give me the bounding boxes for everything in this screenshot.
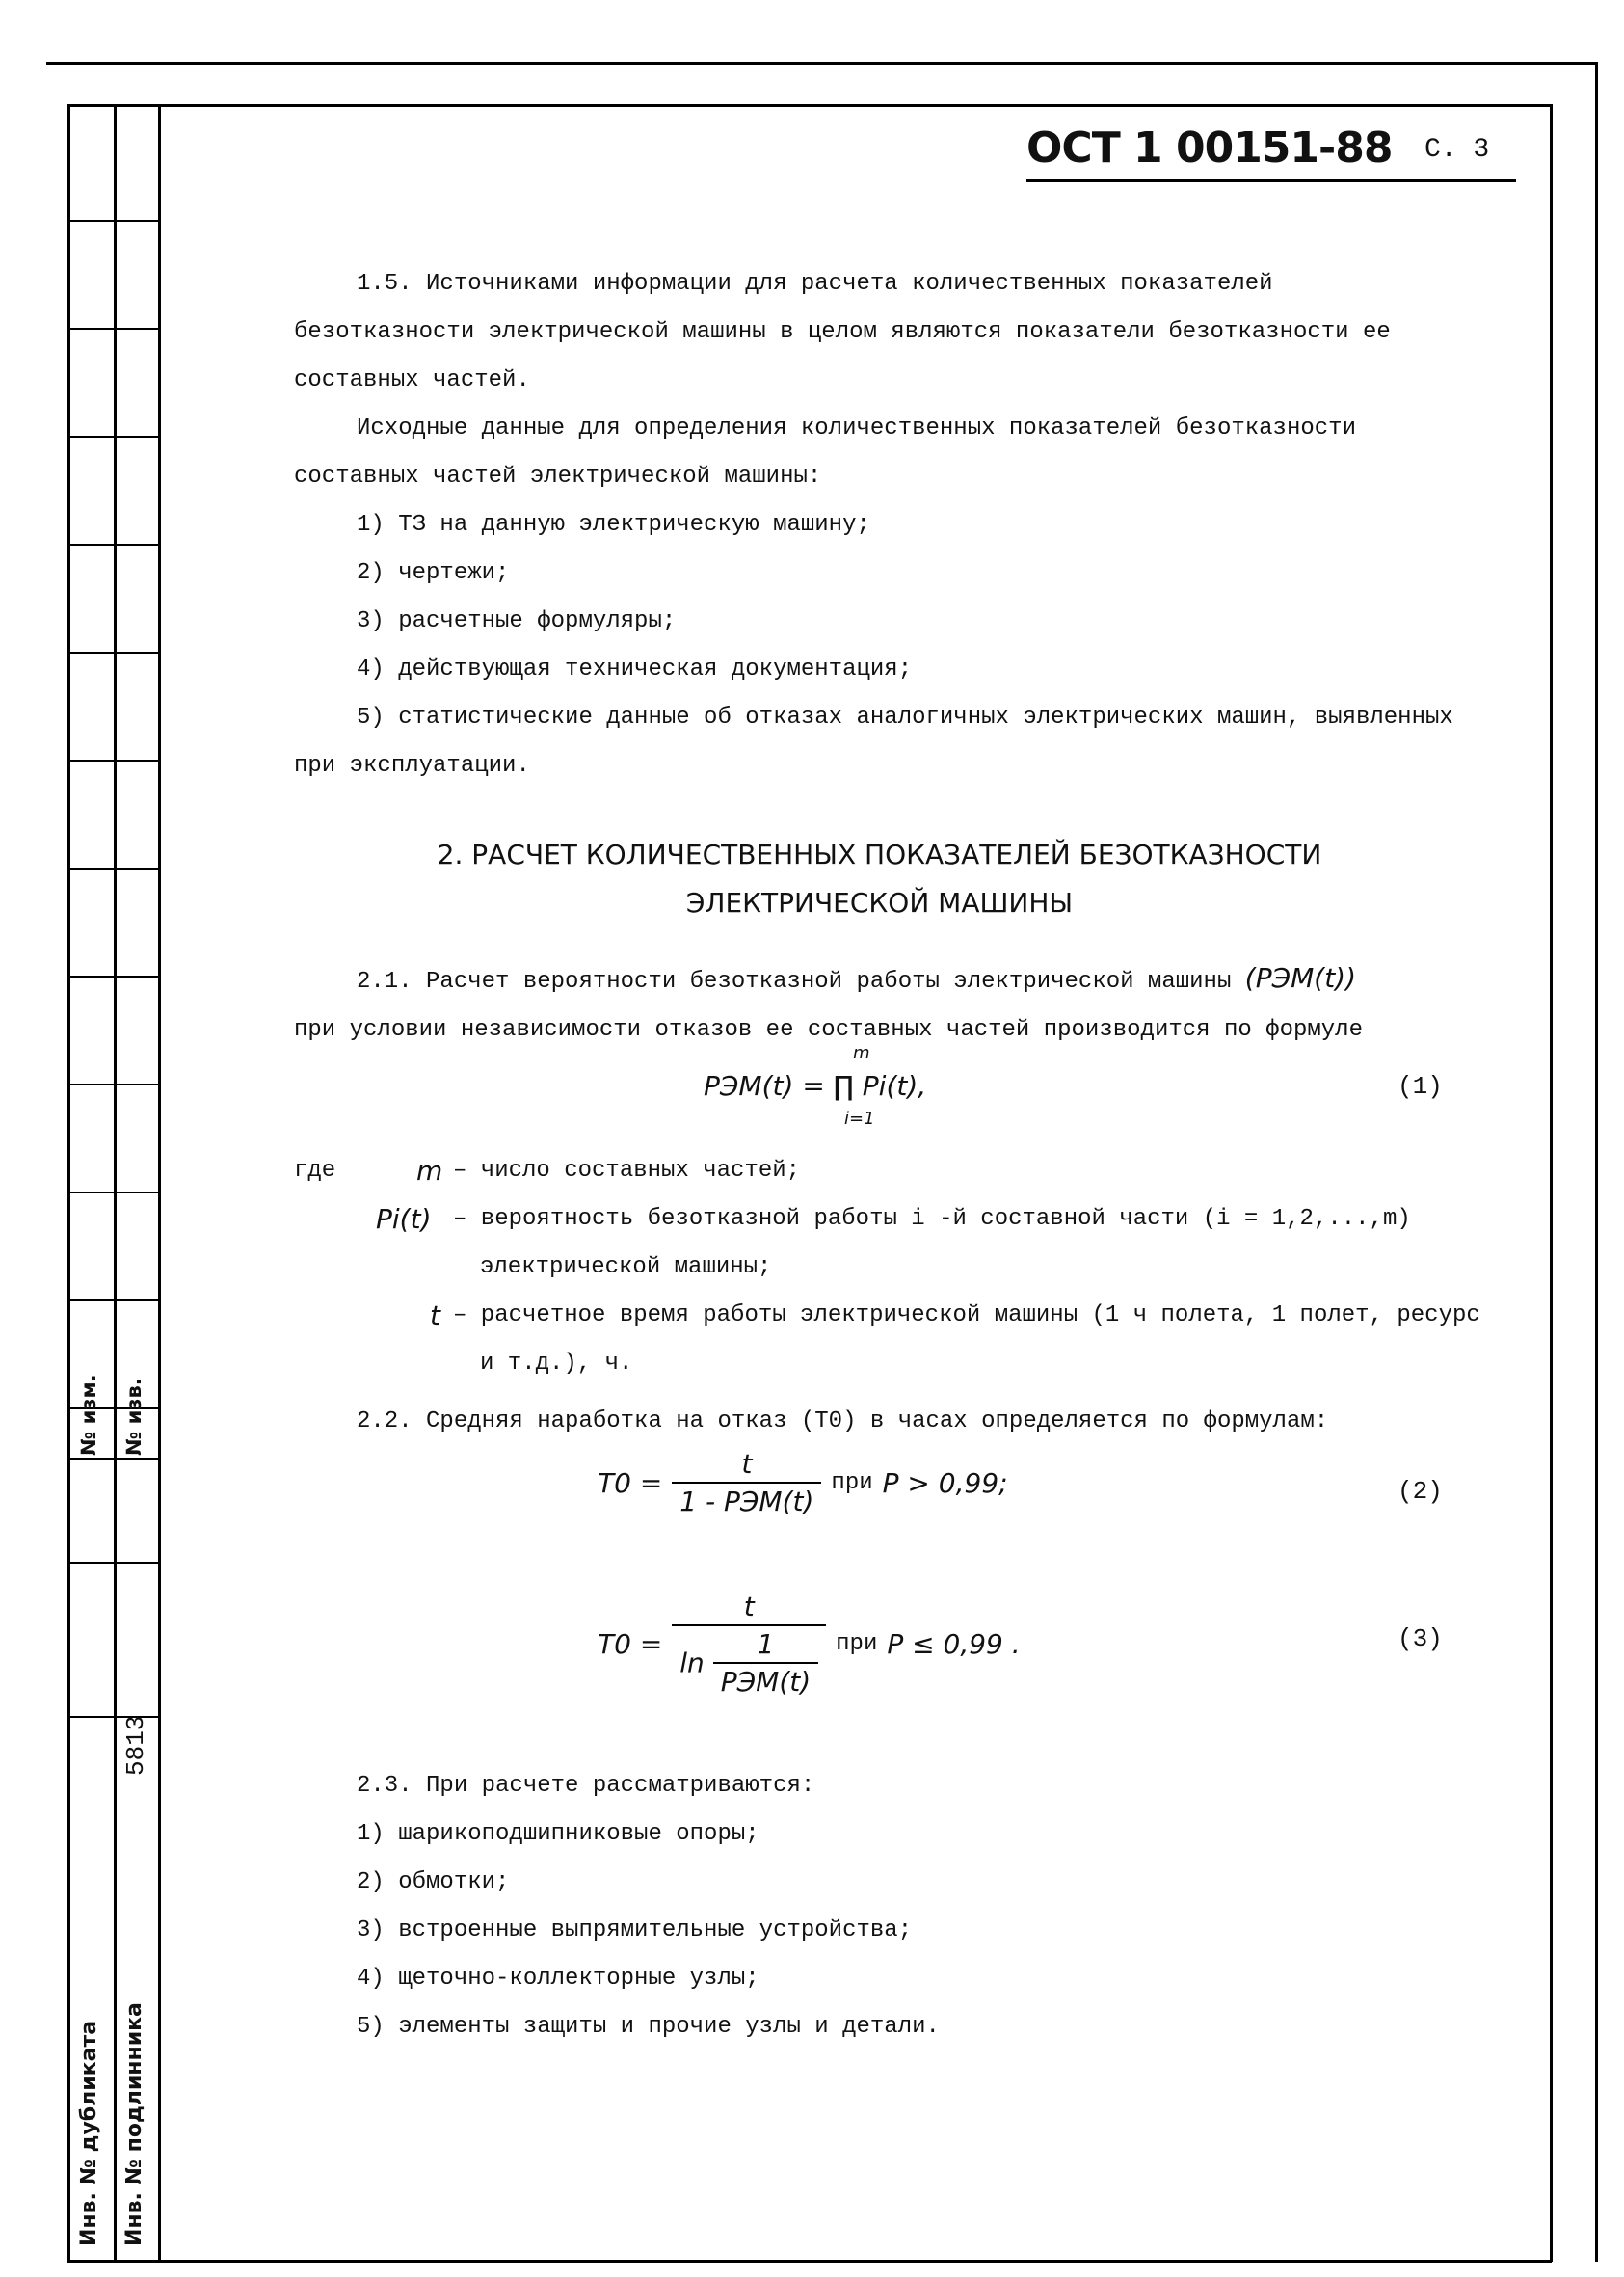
margin-grid-line xyxy=(67,436,159,438)
para-source-data: Исходные данные для определения количественных показателей безотказности составных частей электрической машины: xyxy=(294,415,1356,490)
section-2-title-line-1: 2. РАСЧЕТ КОЛИЧЕСТВЕННЫХ ПОКАЗАТЕЛЕЙ БЕЗОТКАЗНОСТИ xyxy=(437,839,1322,871)
equation-1: PЭМ(t) = ∏ Pi(t), xyxy=(704,1070,927,1102)
equation-3-numerator: t xyxy=(672,1591,826,1626)
equation-2-number: (2) xyxy=(1398,1477,1443,1506)
list-item: 4) действующая техническая документация; xyxy=(357,656,913,683)
para-1-5: 1.5. Источниками информации для расчета количественных показателей безотказности электрической машины в целом являются показатели безотказности ее составных частей. xyxy=(294,271,1391,393)
equation-3-number: (3) xyxy=(1398,1624,1443,1653)
equation-3-fraction xyxy=(672,1591,826,1698)
equation-1-product-top: m xyxy=(853,1043,870,1063)
equation-2-numerator: t xyxy=(672,1448,821,1484)
equation-3-inner-fraction xyxy=(713,1628,818,1698)
page-number: С. 3 xyxy=(1424,135,1490,165)
para-2-1-text-b: при условии независимости отказов ее составных частей производится по формуле xyxy=(294,1017,1363,1043)
margin-grid-line xyxy=(67,1299,159,1301)
margin-inventory-number: 5813 xyxy=(121,1715,150,1776)
def-sym-t: t xyxy=(430,1299,440,1331)
para-2-2 xyxy=(294,1398,1465,1446)
list-item: 5) элементы защиты и прочие узлы и детали. xyxy=(357,2014,940,2040)
margin-izv-label: № изв. xyxy=(122,1378,146,1456)
para-2-3 xyxy=(294,1762,1465,2051)
equation-1-number: (1) xyxy=(1398,1072,1443,1101)
para-2-3-text: 2.3. При расчете рассматриваются: xyxy=(357,1773,815,1799)
equation-2 xyxy=(598,1448,1008,1517)
margin-divider xyxy=(114,104,117,2262)
para-2-1-text-a: 2.1. Расчет вероятности безотказной работы электрической машины xyxy=(357,969,1232,995)
equation-3 xyxy=(598,1591,1021,1698)
margin-izm-label: № изм. xyxy=(77,1374,100,1456)
list-item: 1) шарикоподшипниковые опоры; xyxy=(357,1821,759,1847)
margin-inv-duplicate-label: Инв. № дубликата xyxy=(77,2020,101,2246)
margin-grid-line xyxy=(67,1562,159,1564)
frame-top xyxy=(67,104,1552,107)
def-text-t: – расчетное время работы электрической машины (1 ч полета, 1 полет, ресурс и т.д.), ч. xyxy=(453,1302,1480,1377)
equation-3-denominator xyxy=(672,1626,826,1698)
equation-3-inner-numerator: 1 xyxy=(713,1628,818,1664)
equation-3-inner-denominator: PЭМ(t) xyxy=(720,1666,812,1698)
equation-2-lhs: T0 = xyxy=(598,1466,663,1499)
doc-code: ОСТ 1 00151-88 xyxy=(1026,123,1393,173)
margin-grid-line xyxy=(67,868,159,870)
far-right-rule xyxy=(1595,62,1598,2262)
para-2-2-text: 2.2. Средняя наработка на отказ (T0) в часах определяется по формулам: xyxy=(357,1408,1329,1434)
p-em-symbol: (PЭМ(t)) xyxy=(1244,962,1357,994)
list-item: 2) чертежи; xyxy=(357,560,510,586)
margin-inner xyxy=(158,104,161,2262)
list-item: 3) встроенные выпрямительные устройства; xyxy=(357,1917,913,1943)
def-sym-pi: Pi(t) xyxy=(376,1203,432,1235)
equation-2-when: при xyxy=(831,1469,873,1496)
equation-3-ln: ln xyxy=(679,1647,705,1679)
equation-2-condition: P > 0,99; xyxy=(882,1466,1008,1499)
margin-grid-line xyxy=(67,652,159,654)
margin-grid-line xyxy=(67,760,159,762)
equation-1-product-bottom: i=1 xyxy=(844,1109,875,1129)
top-rule xyxy=(46,62,1598,65)
section-1 xyxy=(294,260,1465,790)
margin-grid-line xyxy=(67,1192,159,1193)
frame-bottom xyxy=(67,2260,1552,2263)
margin-grid-line xyxy=(67,220,159,222)
header-underline xyxy=(1026,179,1516,182)
list-item: 4) щеточно-коллекторные узлы; xyxy=(357,1966,759,1992)
list-item: 5) статистические данные об отказах аналогичных электрических машин, выявленных при эксплуатации. xyxy=(294,705,1453,779)
frame-left xyxy=(67,104,70,2262)
section-2-title-line-2: ЭЛЕКТРИЧЕСКОЙ МАШИНЫ xyxy=(685,887,1074,919)
equation-3-condition: P ≤ 0,99 . xyxy=(887,1628,1021,1660)
def-sym-m: m xyxy=(416,1155,443,1187)
list-item: 2) обмотки; xyxy=(357,1869,510,1895)
margin-grid-line xyxy=(67,1084,159,1085)
where-label: где xyxy=(294,1158,336,1184)
margin-grid-line xyxy=(67,544,159,546)
equation-3-when: при xyxy=(836,1631,878,1657)
equation-2-denominator: 1 - PЭМ(t) xyxy=(679,1486,814,1517)
para-2-1 xyxy=(294,954,1465,1055)
list-item: 3) расчетные формуляры; xyxy=(357,608,677,634)
margin-grid-line xyxy=(67,328,159,330)
margin-grid-line xyxy=(67,1458,159,1460)
def-text-pi: – вероятность безотказной работы i -й составной части (i = 1,2,...,m) электрической машины; xyxy=(453,1206,1411,1280)
equation-2-fraction xyxy=(672,1448,821,1517)
frame-right xyxy=(1550,104,1553,2262)
def-text-m: – число составных частей; xyxy=(453,1158,801,1184)
margin-inv-original-label: Инв. № подлинника xyxy=(122,2002,146,2246)
margin-grid-line xyxy=(67,976,159,978)
equation-3-lhs: T0 = xyxy=(598,1628,663,1660)
list-item: 1) ТЗ на данную электрическую машину; xyxy=(357,512,870,538)
